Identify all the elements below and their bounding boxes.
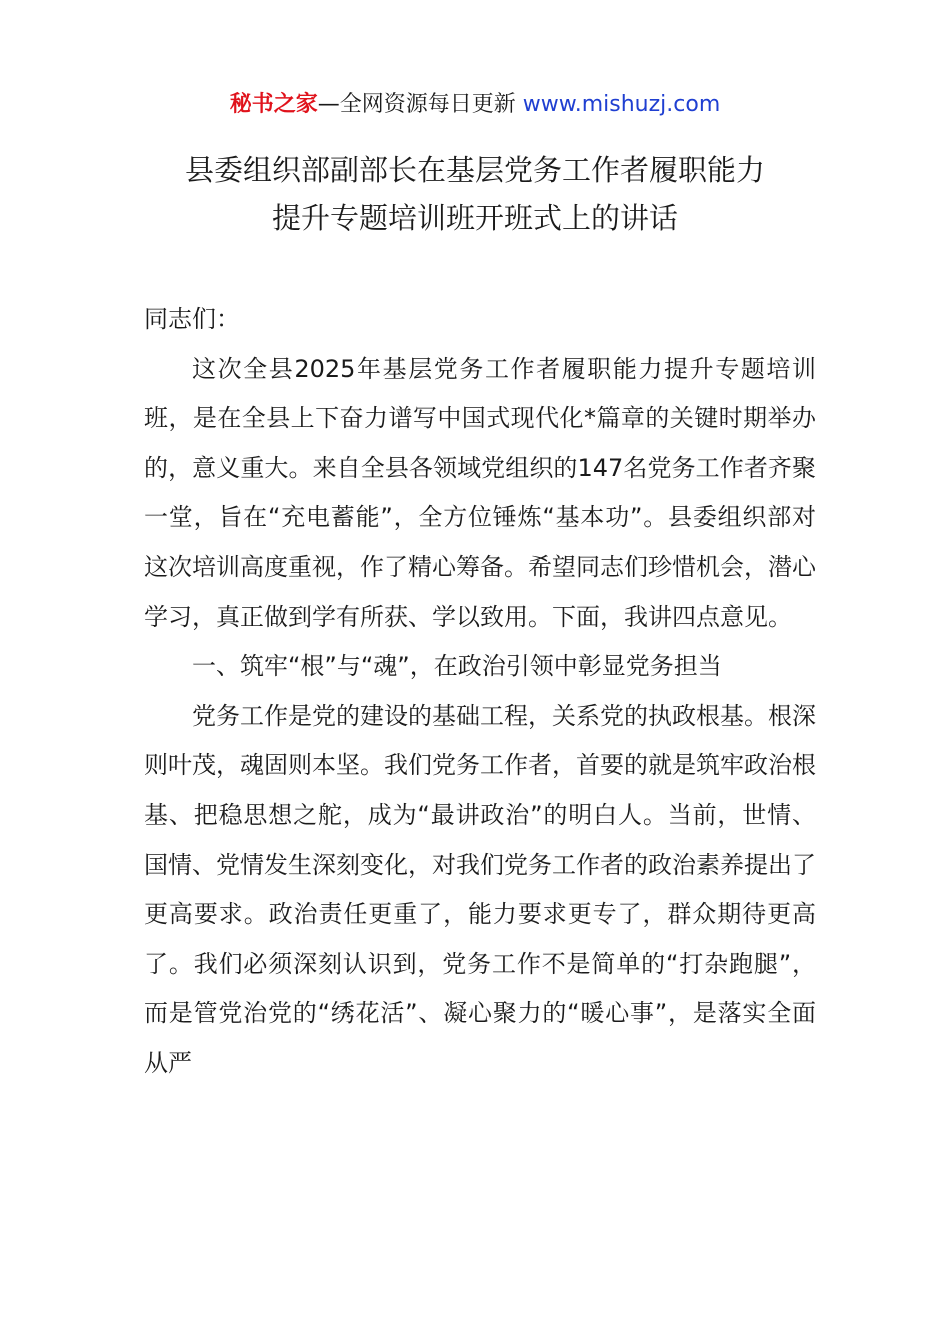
site-tagline: —全网资源每日更新	[317, 92, 523, 117]
title-line-2: 提升专题培训班开班式上的讲话	[271, 201, 678, 235]
document-title	[100, 146, 850, 242]
paragraph-section-1: 党务工作是党的建设的基础工程，关系党的执政根基。根深则叶茂，魂固则本坚。我们党务工作者，首要的就是筑牢政治根基、把稳思想之舵，成为“最讲政治”的明白人。当前，世情、国情、党情发生深刻变化，对我们党务工作者的政治素养提出了更高要求。政治责任更重了，能力要求更专了，群众期待更高了。我们必须深刻认识到，党务工作不是简单的“打杂跑腿”，而是管党治党的“绣花活”、凝心聚力的“暖心事”，是落实全面从严	[144, 701, 816, 1077]
title-line-1: 县委组织部副部长在基层党务工作者履职能力	[184, 153, 765, 187]
document-body	[144, 295, 816, 1089]
site-brand: 秘书之家	[229, 92, 318, 117]
site-url-link[interactable]: www.mishuzj.com	[522, 92, 721, 117]
site-header	[0, 88, 950, 122]
salutation: 同志们：	[144, 305, 240, 333]
paragraph-intro: 这次全县2025年基层党务工作者履职能力提升专题培训班，是在全县上下奋力谱写中国式现代化*篇章的关键时期举办的，意义重大。来自全县各领域党组织的147名党务工作者齐聚一堂，旨在“充电蓄能”，全方位锤炼“基本功”。县委组织部对这次培训高度重视，作了精心筹备。希望同志们珍惜机会，潜心学习，真正做到学有所获、学以致用。下面，我讲四点意见。	[144, 354, 816, 631]
section-heading-1: 一、筑牢“根”与“魂”，在政治引领中彰显党务担当	[192, 652, 722, 681]
